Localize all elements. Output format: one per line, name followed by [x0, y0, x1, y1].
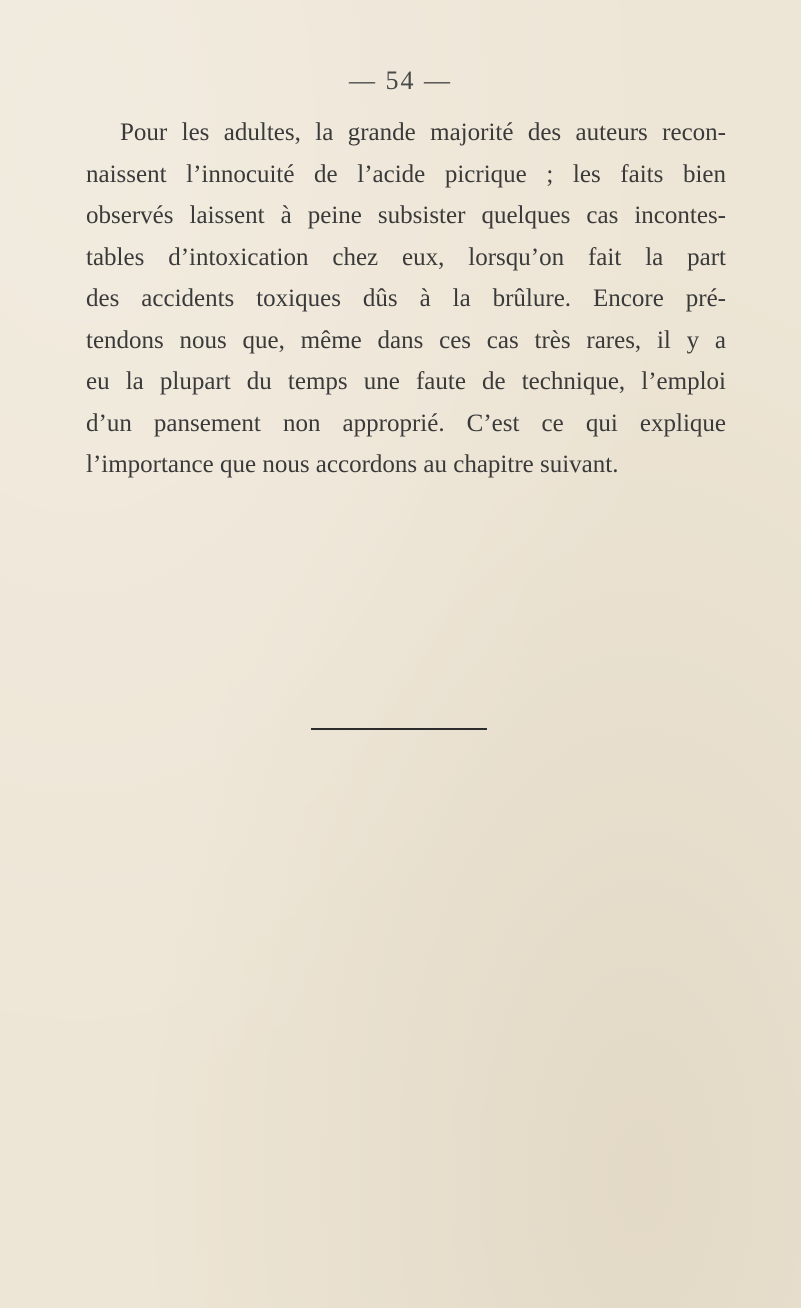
paragraph-line: eu la plupart du temps une faute de technique, l’emploi: [86, 368, 726, 395]
paragraph-line: tables d’intoxication chez eux, lorsqu’on fait la part: [86, 243, 726, 271]
paragraph-line: l’importance que nous accordons au chapitre suivant.: [86, 451, 619, 478]
paragraph-line: des accidents toxiques dûs à la brûlure. Encore pré-: [86, 285, 726, 312]
section-divider-rule: [311, 728, 487, 730]
paragraph-line: Pour les adultes, la grande majorité des auteurs recon-: [120, 119, 726, 146]
page-number: — 54 —: [349, 66, 452, 95]
paragraph-line: tendons nous que, même dans ces cas très rares, il y a: [86, 326, 726, 354]
paragraph-line: naissent l’innocuité de l’acide picrique ; les faits bien: [86, 160, 726, 188]
paragraph-line: observés laissent à peine subsister quelques cas incontes-: [86, 202, 726, 229]
paragraph-line: d’un pansement non approprié. C’est ce qui explique: [86, 409, 726, 437]
body-paragraph: [86, 112, 726, 486]
